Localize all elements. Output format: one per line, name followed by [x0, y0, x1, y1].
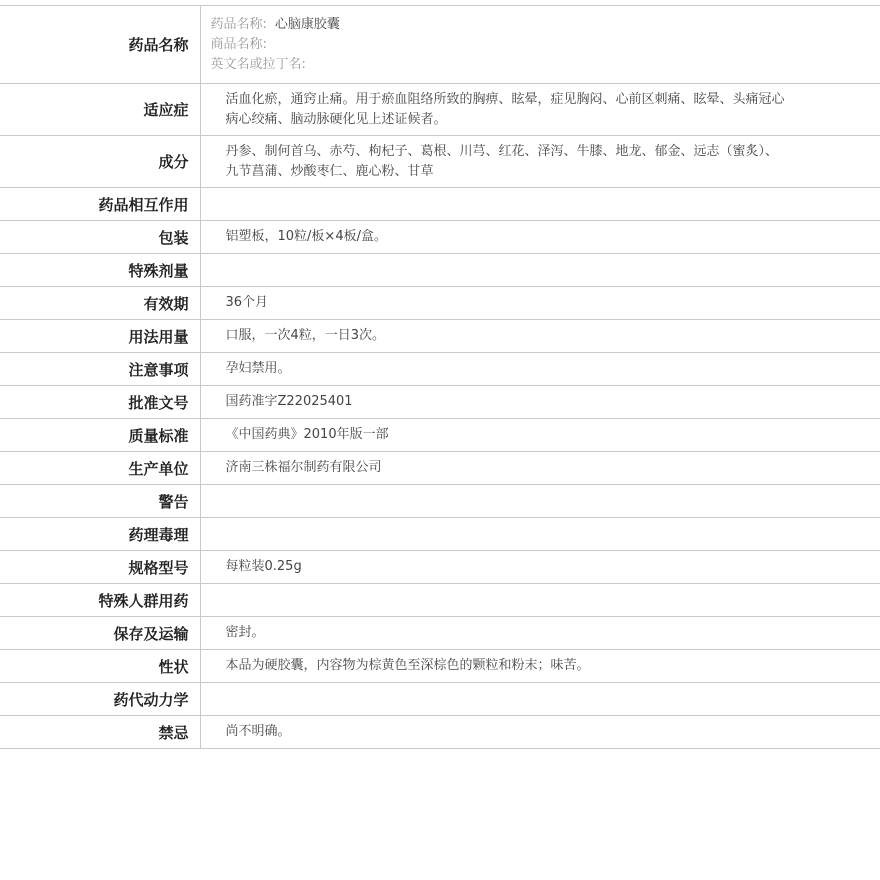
row-label: 生产单位	[0, 452, 200, 485]
row-label: 用法用量	[0, 320, 200, 353]
trade-name-label: 商品名称:	[210, 36, 267, 52]
row-label: 药品相互作用	[0, 188, 200, 221]
table-row-indications	[0, 84, 880, 136]
table-row	[0, 452, 880, 485]
row-label: 药代动力学	[0, 683, 200, 716]
row-value	[200, 683, 880, 716]
row-value: 本品为硬胶囊，内容物为棕黄色至深棕色的颗粒和粉末；味苦。	[200, 650, 880, 683]
table-row	[0, 485, 880, 518]
row-value	[200, 584, 880, 617]
table-row	[0, 353, 880, 386]
row-value: 尚不明确。	[200, 716, 880, 749]
table-row	[0, 419, 880, 452]
row-value: 孕妇禁用。	[200, 353, 880, 386]
row-value: 济南三株福尔制药有限公司	[200, 452, 880, 485]
drug-info-table	[0, 5, 880, 749]
row-value: 36个月	[200, 287, 880, 320]
row-value	[200, 485, 880, 518]
table-row	[0, 221, 880, 254]
row-label: 药理毒理	[0, 518, 200, 551]
table-row	[0, 287, 880, 320]
row-label-drug-name: 药品名称	[0, 6, 200, 84]
row-label: 警告	[0, 485, 200, 518]
row-label: 特殊人群用药	[0, 584, 200, 617]
table-row-drug-name	[0, 6, 880, 84]
row-label: 包装	[0, 221, 200, 254]
row-label: 特殊剂量	[0, 254, 200, 287]
table-row	[0, 584, 880, 617]
row-value: 《中国药典》2010年版一部	[200, 419, 880, 452]
row-label: 注意事项	[0, 353, 200, 386]
table-row-ingredients	[0, 136, 880, 188]
table-row	[0, 386, 880, 419]
drug-name-cell	[200, 6, 880, 84]
row-value	[200, 188, 880, 221]
table-row	[0, 518, 880, 551]
table-row	[0, 617, 880, 650]
table-row	[0, 320, 880, 353]
row-value-text: 丹参、制何首乌、赤芍、枸杞子、葛根、川芎、红花、泽泻、牛膝、地龙、郁金、远志（蜜炙）、九节菖蒲、炒酸枣仁、鹿心粉、甘草	[225, 143, 779, 179]
row-label: 禁忌	[0, 716, 200, 749]
latin-name-label: 英文名或拉丁名:	[210, 56, 306, 72]
generic-name-label: 药品名称:	[210, 16, 267, 32]
row-value	[200, 136, 880, 188]
row-value	[200, 254, 880, 287]
row-value: 密封。	[200, 617, 880, 650]
row-label: 保存及运输	[0, 617, 200, 650]
row-value	[200, 84, 880, 136]
row-label: 适应症	[0, 84, 200, 136]
table-row	[0, 683, 880, 716]
table-row	[0, 254, 880, 287]
table-row	[0, 188, 880, 221]
row-label: 成分	[0, 136, 200, 188]
row-label: 批准文号	[0, 386, 200, 419]
row-value: 口服，一次4粒，一日3次。	[200, 320, 880, 353]
row-label: 性状	[0, 650, 200, 683]
table-row	[0, 551, 880, 584]
row-label: 有效期	[0, 287, 200, 320]
table-row	[0, 716, 880, 749]
row-value: 每粒装0.25g	[200, 551, 880, 584]
row-label: 规格型号	[0, 551, 200, 584]
generic-name-line	[211, 15, 880, 35]
row-value-text: 活血化瘀，通窍止痛。用于瘀血阻络所致的胸痹、眩晕，症见胸闷、心前区刺痛、眩晕、头痛冠心病心绞痛、脑动脉硬化见上述证候者。	[225, 91, 785, 127]
row-value: 国药准字Z22025401	[200, 386, 880, 419]
row-value	[200, 518, 880, 551]
row-value: 铝塑板，10粒/板×4板/盒。	[200, 221, 880, 254]
table-row	[0, 650, 880, 683]
generic-name-value: 心脑康胶囊	[274, 16, 340, 32]
row-label: 质量标准	[0, 419, 200, 452]
